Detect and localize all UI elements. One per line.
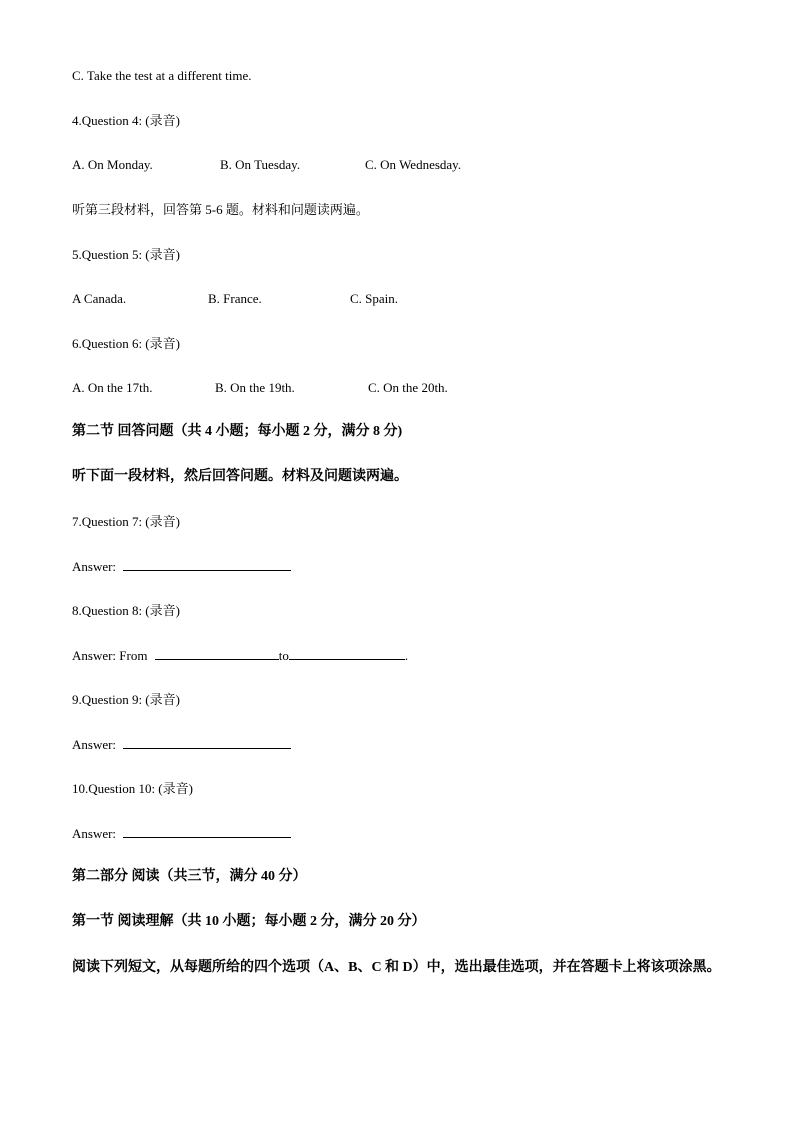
q6-options bbox=[72, 380, 492, 396]
q8-to-label: to bbox=[278, 648, 289, 663]
q4-stem: 4.Question 4: (录音) bbox=[72, 113, 180, 128]
q7-answer bbox=[72, 558, 291, 575]
part2-instruction: 听下面一段材料，然后回答问题。材料及问题读两遍。 bbox=[72, 469, 408, 484]
q7-stem: 7.Question 7: (录音) bbox=[72, 514, 180, 529]
reading-heading: 第二部分 阅读（共三节，满分 40 分） bbox=[72, 869, 307, 884]
q9-answer-label: Answer: bbox=[72, 737, 117, 752]
reading-instruction: 阅读下列短文，从每题所给的四个选项（A、B、C 和 D）中，选出最佳选项，并在答题卡上将该项涂黑。 bbox=[72, 960, 721, 975]
q9-answer-blank[interactable] bbox=[123, 736, 291, 749]
q4-options bbox=[72, 157, 492, 173]
q8-to-blank[interactable] bbox=[289, 647, 405, 660]
q9-answer bbox=[72, 736, 291, 753]
q4-option-b[interactable]: B. On Tuesday. bbox=[220, 157, 301, 172]
q8-answer bbox=[72, 647, 408, 664]
q6-option-b[interactable]: B. On the 19th. bbox=[215, 380, 295, 395]
q5-options bbox=[72, 291, 492, 307]
q8-stem: 8.Question 8: (录音) bbox=[72, 603, 180, 618]
q7-answer-label: Answer: bbox=[72, 559, 117, 574]
q9-stem: 9.Question 9: (录音) bbox=[72, 692, 180, 707]
q8-answer-from-label: Answer: From bbox=[72, 648, 148, 663]
q10-answer-label: Answer: bbox=[72, 826, 117, 841]
q10-answer bbox=[72, 825, 291, 842]
q6-option-a[interactable]: A. On the 17th. bbox=[72, 380, 153, 395]
q5-option-b[interactable]: B. France. bbox=[208, 291, 262, 306]
q8-from-blank[interactable] bbox=[155, 647, 279, 660]
q10-answer-blank[interactable] bbox=[123, 825, 291, 838]
q5-option-c[interactable]: C. Spain. bbox=[350, 291, 399, 306]
q8-answer-end: . bbox=[404, 648, 409, 663]
q4-option-a[interactable]: A. On Monday. bbox=[72, 157, 153, 172]
q5-option-a[interactable]: A Canada. bbox=[72, 291, 127, 306]
q4-option-c[interactable]: C. On Wednesday. bbox=[365, 157, 462, 172]
reading-sub-heading: 第一节 阅读理解（共 10 小题；每小题 2 分，满分 20 分） bbox=[72, 914, 426, 929]
q5-stem: 5.Question 5: (录音) bbox=[72, 247, 180, 262]
q7-answer-blank[interactable] bbox=[123, 558, 291, 571]
q6-stem: 6.Question 6: (录音) bbox=[72, 336, 180, 351]
q3-option-c: C. Take the test at a different time. bbox=[72, 68, 252, 83]
q6-option-c[interactable]: C. On the 20th. bbox=[368, 380, 448, 395]
section3-instruction: 听第三段材料，回答第 5-6 题。材料和问题读两遍。 bbox=[72, 202, 369, 217]
q10-stem: 10.Question 10: (录音) bbox=[72, 781, 193, 796]
part2-heading: 第二节 回答问题（共 4 小题；每小题 2 分，满分 8 分) bbox=[72, 424, 403, 439]
